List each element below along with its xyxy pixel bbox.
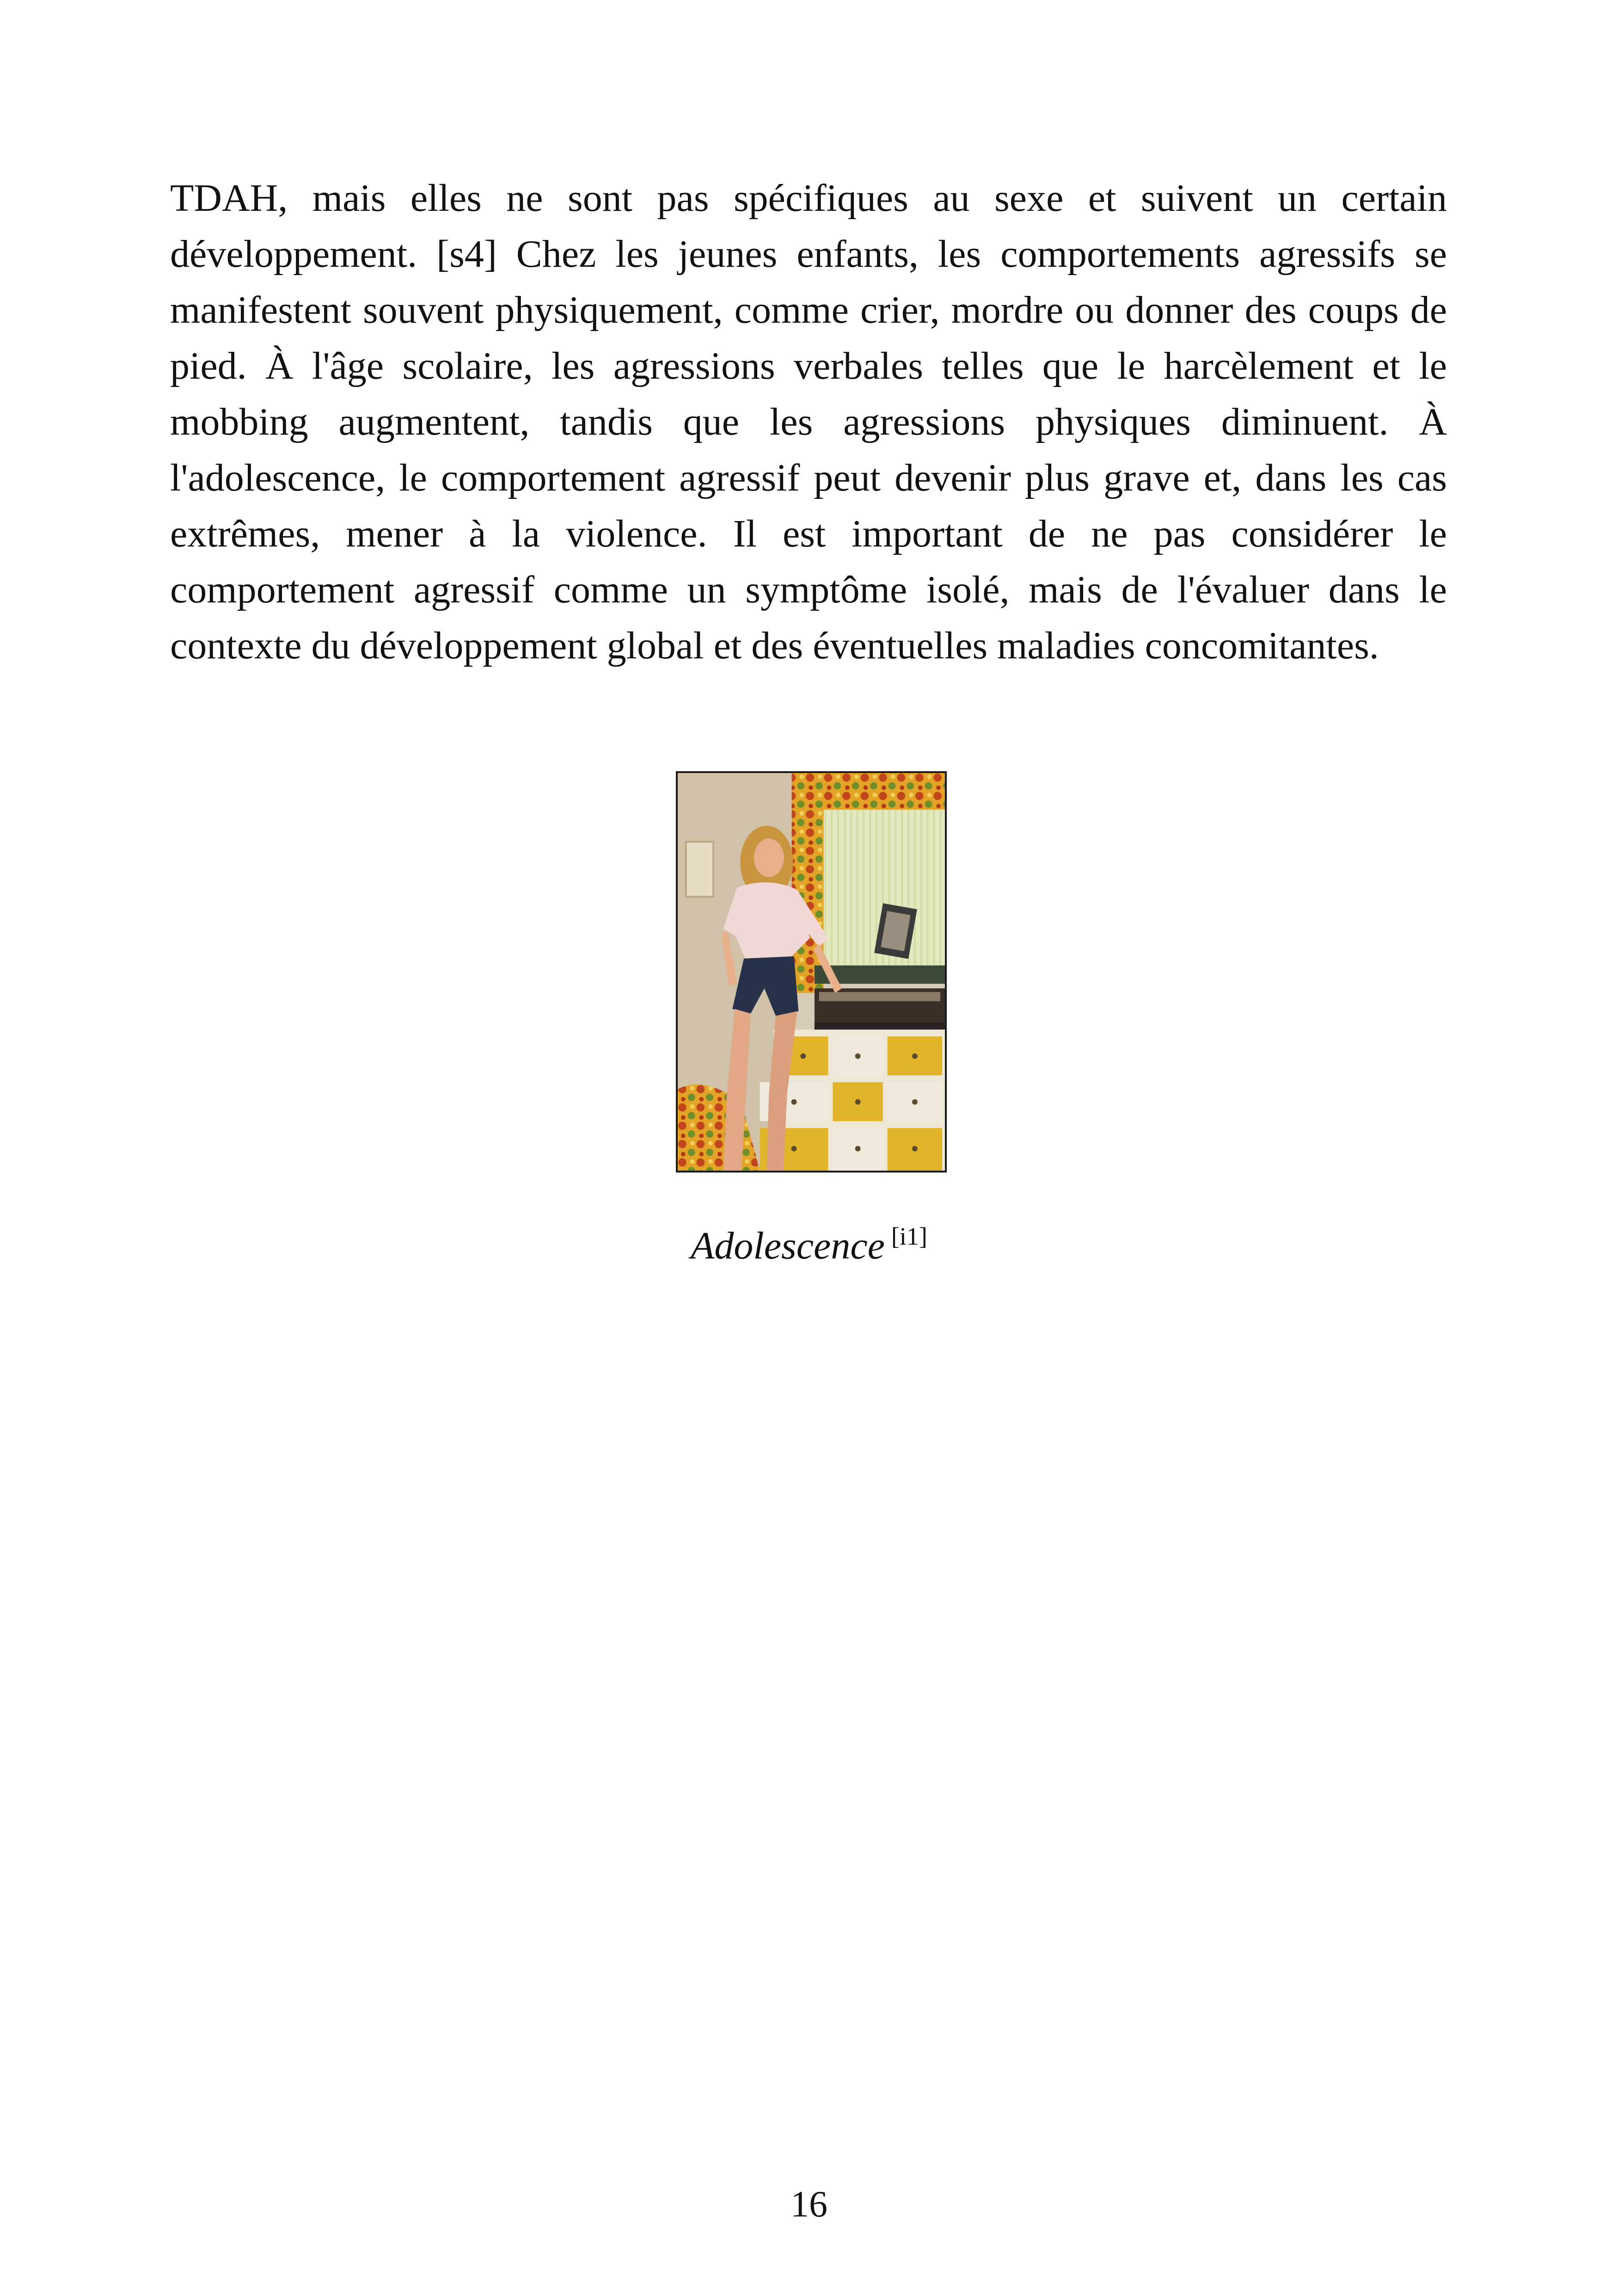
figure-caption	[0, 1221, 1618, 1276]
page-number: 16	[791, 2184, 827, 2225]
adolescence-photo	[676, 771, 947, 1173]
caption-text: Adolescence	[691, 1224, 885, 1267]
caption-reference: [i1]	[891, 1222, 927, 1250]
body-paragraph: TDAH, mais elles ne sont pas spécifiques au sexe et suivent un certain développement. [s4] Chez les jeunes enfants, les comportements agressifs se manifestent souvent physiquement, comme crier, mordre ou donner des coups de pied. À l'âge scolaire, les agressions verbales telles que le harcèlement et le mobbing augmentent, tandis que les agressions physiques diminuent. À l'adolescence, le comportement agressif peut devenir plus grave et, dans les cas extrêmes, mener à la violence. Il est important de ne pas considérer le comportement agressif comme un symptôme isolé, mais de l'évaluer dans le contexte du développement global et des éventuelles maladies concomitantes.	[170, 177, 1447, 667]
